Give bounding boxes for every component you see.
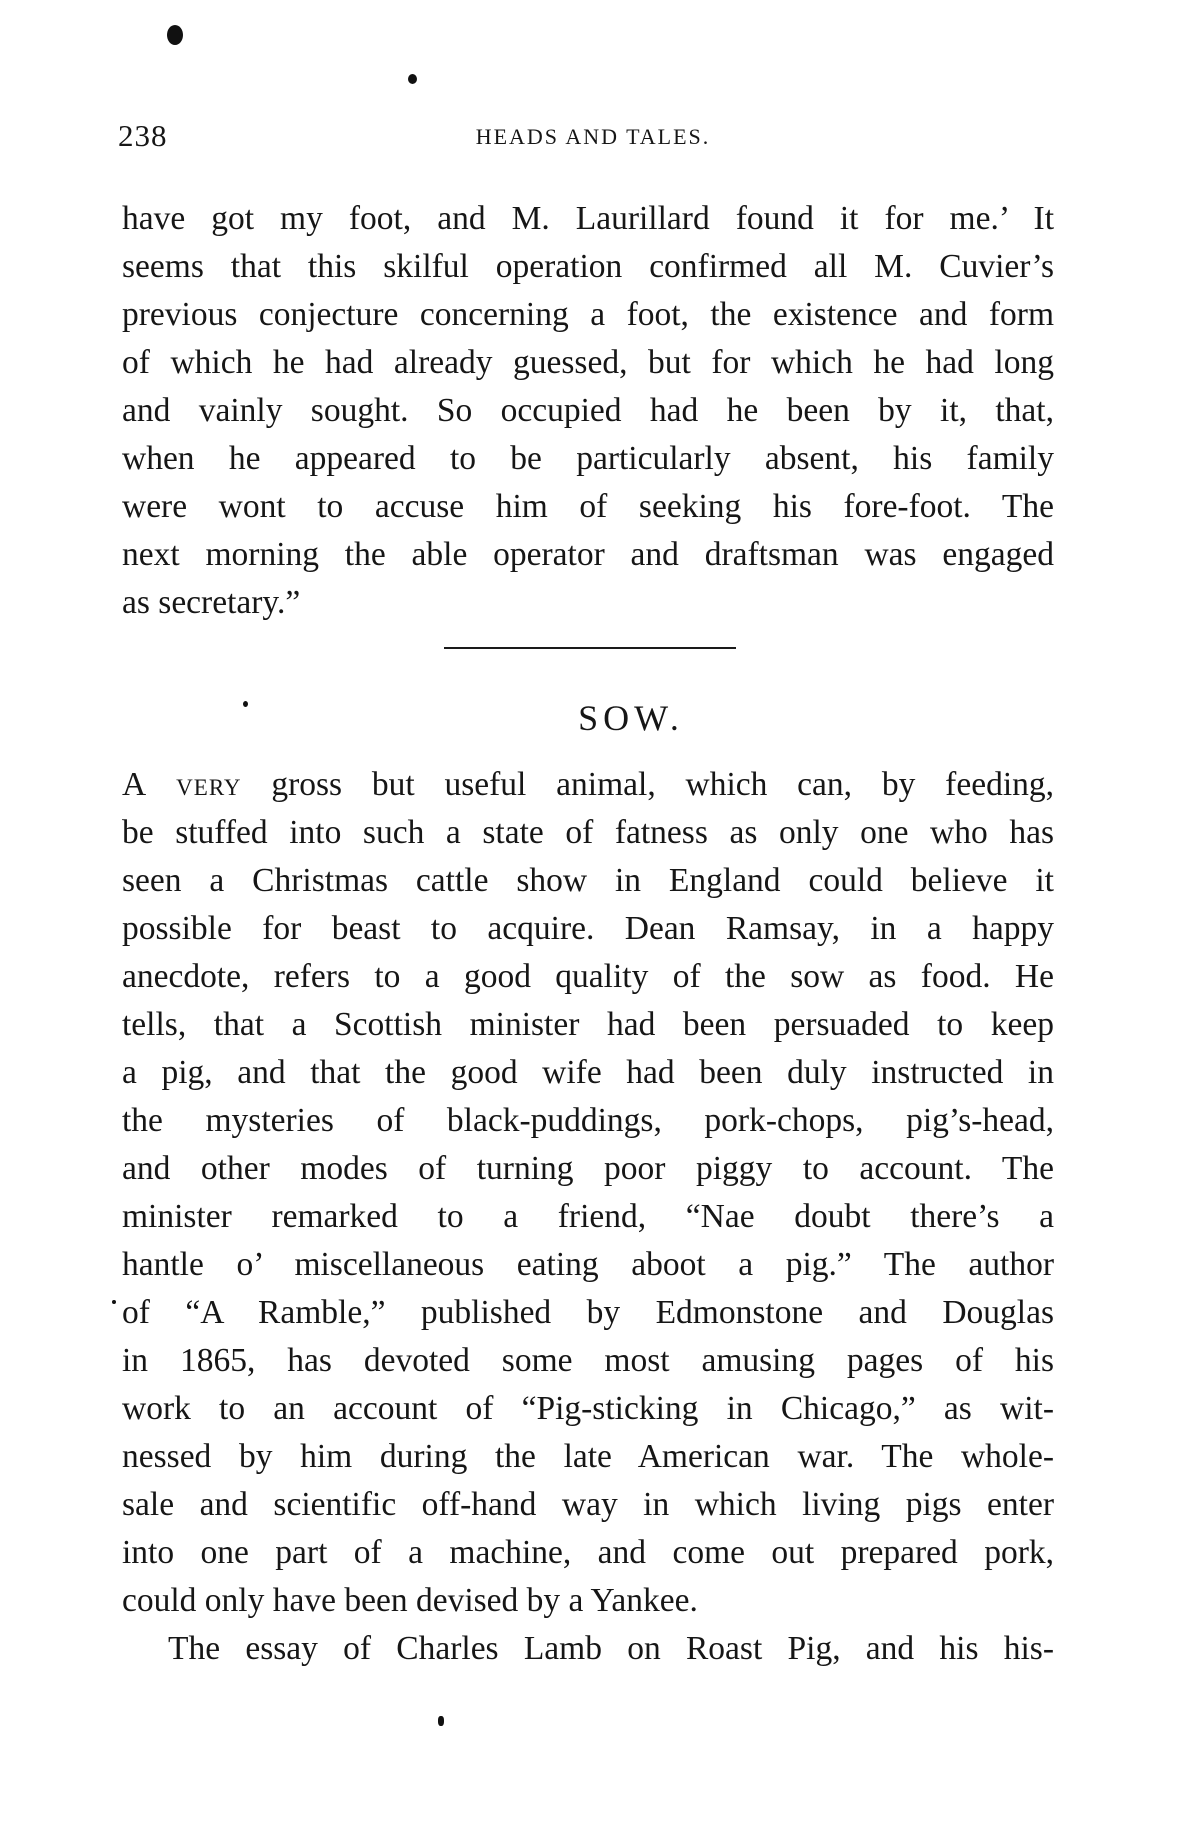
- opening-words: A very: [122, 766, 242, 803]
- text-line: seen a Christmas cattle show in England could believe it: [122, 862, 1054, 899]
- text-line: have got my foot, and M. Laurillard found it for me.’ It: [122, 200, 1054, 237]
- text-line: when he appeared to be particularly absent, his family: [122, 440, 1054, 477]
- text-line: and other modes of turning poor piggy to account. The: [122, 1150, 1054, 1187]
- text-line: as secretary.”: [122, 584, 301, 621]
- text-line: previous conjecture concerning a foot, the existence and form: [122, 296, 1054, 333]
- ink-blot: [408, 74, 417, 84]
- text-line: be stuffed into such a state of fatness as only one who has: [122, 814, 1054, 851]
- text-line-paragraph-start: The essay of Charles Lamb on Roast Pig, and his his-: [168, 1630, 1054, 1667]
- opening-line-rest: gross but useful animal, which can, by feeding,: [241, 766, 1054, 803]
- text-line: in 1865, has devoted some most amusing pages of his: [122, 1342, 1054, 1379]
- ink-blot: [167, 25, 183, 45]
- text-line: seems that this skilful operation confirmed all M. Cuvier’s: [122, 248, 1054, 285]
- section-body: [122, 761, 1054, 1673]
- text-line: sale and scientific off-hand way in which living pigs enter: [122, 1486, 1054, 1523]
- continued-paragraph: [122, 195, 1054, 627]
- section-divider: [444, 647, 736, 649]
- ink-blot: [112, 1300, 116, 1304]
- text-line: next morning the able operator and draftsman was engaged: [122, 536, 1054, 573]
- page-header-title: HEADS AND TALES.: [475, 124, 711, 149]
- running-head: [118, 118, 1068, 158]
- ink-blot: [438, 1716, 444, 1726]
- text-line: nessed by him during the late American war. The whole-: [122, 1438, 1054, 1475]
- text-line: possible for beast to acquire. Dean Ramsay, in a happy: [122, 910, 1054, 947]
- text-line: into one part of a machine, and come out prepared pork,: [122, 1534, 1054, 1571]
- text-line: of “A Ramble,” published by Edmonstone and Douglas: [122, 1294, 1054, 1331]
- text-line: anecdote, refers to a good quality of the sow as food. He: [122, 958, 1054, 995]
- text-line: could only have been devised by a Yankee.: [122, 1582, 698, 1619]
- text-line: minister remarked to a friend, “Nae doubt there’s a: [122, 1198, 1054, 1235]
- text-line: a pig, and that the good wife had been duly instructed in: [122, 1054, 1054, 1091]
- section-heading: SOW.: [578, 698, 684, 738]
- text-line: hantle o’ miscellaneous eating aboot a pig.” The author: [122, 1246, 1054, 1283]
- page-number: 238: [118, 118, 168, 153]
- text-line: the mysteries of black-puddings, pork-chops, pig’s-head,: [122, 1102, 1054, 1139]
- text-line-opening: [122, 761, 1054, 809]
- text-line: tells, that a Scottish minister had been persuaded to keep: [122, 1006, 1054, 1043]
- text-line: and vainly sought. So occupied had he been by it, that,: [122, 392, 1054, 429]
- text-line: were wont to accuse him of seeking his fore-foot. The: [122, 488, 1054, 525]
- text-line: work to an account of “Pig-sticking in Chicago,” as wit-: [122, 1390, 1054, 1427]
- text-line: of which he had already guessed, but for which he had long: [122, 344, 1054, 381]
